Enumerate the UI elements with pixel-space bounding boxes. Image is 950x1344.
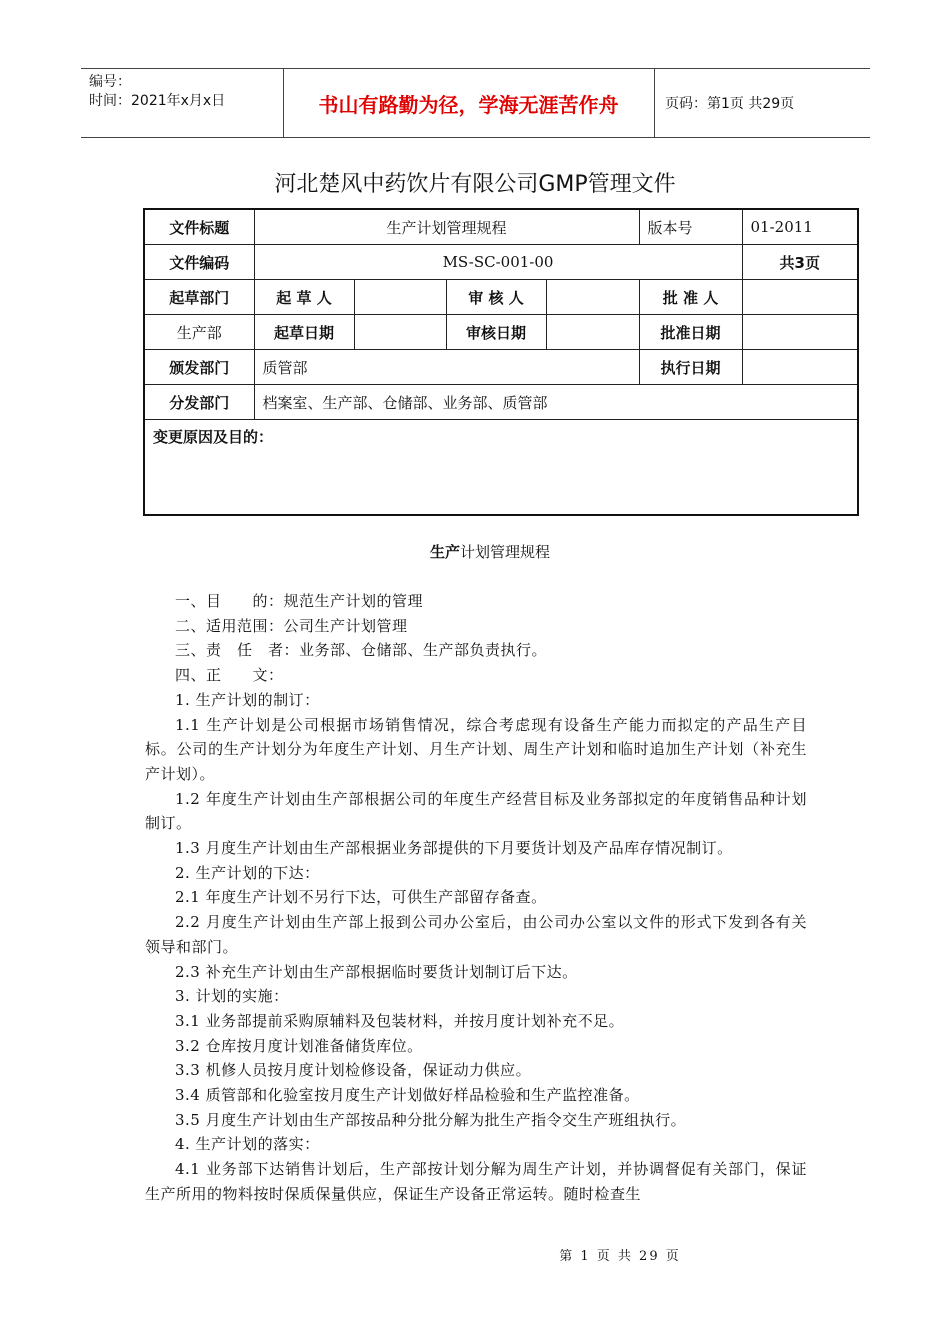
document-title: 河北楚风中药饮片有限公司GMP管理文件 [274,172,676,197]
header-divider [654,69,655,137]
draft-dept-value: 生产部 [144,315,254,350]
exec-date-label: 执行日期 [639,350,742,385]
approve-date-value [742,315,858,350]
paragraph: 3. 计划的实施： [175,987,289,1006]
paragraph: 2. 生产计划的下达： [175,863,320,882]
paragraph: 2.2 月度生产计划由生产部上报到公司办公室后，由公司办公室以文件的形式下发到各有关领导和部门。 [145,913,807,956]
paragraph: 4.1 业务部下达销售计划后，生产部按计划分解为周生产计划，并协调督促有关部门，保证生产所用的物料按时保质保量供应，保证生产设备正常运转。随时检查生 [145,1160,807,1203]
approver-value [742,280,858,315]
document-time: 时间：2021年x月x日 [89,93,226,109]
page-footer: 第 1 页 共 29 页 [559,1249,681,1264]
code-value: MS-SC-001-00 [254,245,742,280]
draft-date-label: 起草日期 [254,315,354,350]
paragraph: 4. 生产计划的落实： [175,1135,320,1154]
paragraph: 三、责 任 者：业务部、仓储部、生产部负责执行。 [175,641,548,660]
drafter-value [354,280,446,315]
dist-dept-value: 档案室、生产部、仓储部、业务部、质管部 [254,385,858,420]
header-motto: 书山有路勤为径，学海无涯苦作舟 [318,92,619,117]
paragraph: 3.5 月度生产计划由生产部按品种分批分解为批生产指令交生产班组执行。 [175,1110,687,1129]
page-header [81,68,870,138]
issue-dept-label: 颁发部门 [144,350,254,385]
paragraph: 二、适用范围：公司生产计划管理 [175,616,408,635]
table-row [144,209,858,245]
header-meta [89,73,225,111]
header-page-info: 页码：第1页 共29页 [665,96,795,112]
table-row [144,420,858,516]
version-value: 01-2011 [742,209,858,245]
paragraph: 3.2 仓库按月度计划准备储货库位。 [175,1036,423,1055]
approver-label: 批 准 人 [639,280,742,315]
draft-date-value [354,315,446,350]
table-row [144,245,858,280]
reviewer-label: 审 核 人 [446,280,546,315]
draft-dept-label: 起草部门 [144,280,254,315]
paragraph: 2.3 补充生产计划由生产部根据临时要货计划制订后下达。 [175,962,578,981]
paragraph: 1. 生产计划的制订： [175,690,320,709]
review-date-value [546,315,639,350]
paragraph: 1.3 月度生产计划由生产部根据业务部提供的下月要货计划及产品库存情况制订。 [175,839,733,858]
paragraph: 1.2 年度生产计划由生产部根据公司的年度生产经营目标及业务部拟定的年度销售品种计划制订。 [145,789,807,833]
title-label: 文件标题 [144,209,254,245]
document-body [145,589,807,1207]
dist-dept-label: 分发部门 [144,385,254,420]
section-title-bold: 生产 [429,543,460,561]
issue-dept-value: 质管部 [254,350,639,385]
title-value: 生产计划管理规程 [254,209,639,245]
review-date-label: 审核日期 [446,315,546,350]
table-row [144,385,858,420]
drafter-label: 起 草 人 [254,280,354,315]
change-reason-label: 变更原因及目的： [144,420,858,516]
paragraph: 3.3 机修人员按月度计划检修设备，保证动力供应。 [175,1061,532,1080]
paragraph: 3.4 质管部和化验室按月度生产计划做好样品检验和生产监控准备。 [175,1086,640,1105]
paragraph: 2.1 年度生产计划不另行下达，可供生产部留存备查。 [175,888,547,907]
total-pages: 共3页 [742,245,858,280]
paragraph: 四、正 文： [175,666,284,685]
approve-date-label: 批准日期 [639,315,742,350]
document-info-table [143,208,859,516]
paragraph: 3.1 业务部提前采购原辅料及包装材料，并按月度计划补充不足。 [175,1011,625,1030]
table-row [144,280,858,315]
reviewer-value [546,280,639,315]
code-label: 文件编码 [144,245,254,280]
version-label: 版本号 [639,209,742,245]
exec-date-value [742,350,858,385]
document-number-label: 编号： [89,74,131,90]
section-title-rest: 计划管理规程 [460,543,551,561]
table-row [144,315,858,350]
table-row [144,350,858,385]
section-title [0,541,950,562]
paragraph: 1.1 生产计划是公司根据市场销售情况，综合考虑现有设备生产能力而拟定的产品生产目标。公司的生产计划分为年度生产计划、月生产计划、周生产计划和临时追加生产计划（补充生产计划）。 [145,715,807,783]
paragraph: 一、目 的：规范生产计划的管理 [175,592,424,610]
